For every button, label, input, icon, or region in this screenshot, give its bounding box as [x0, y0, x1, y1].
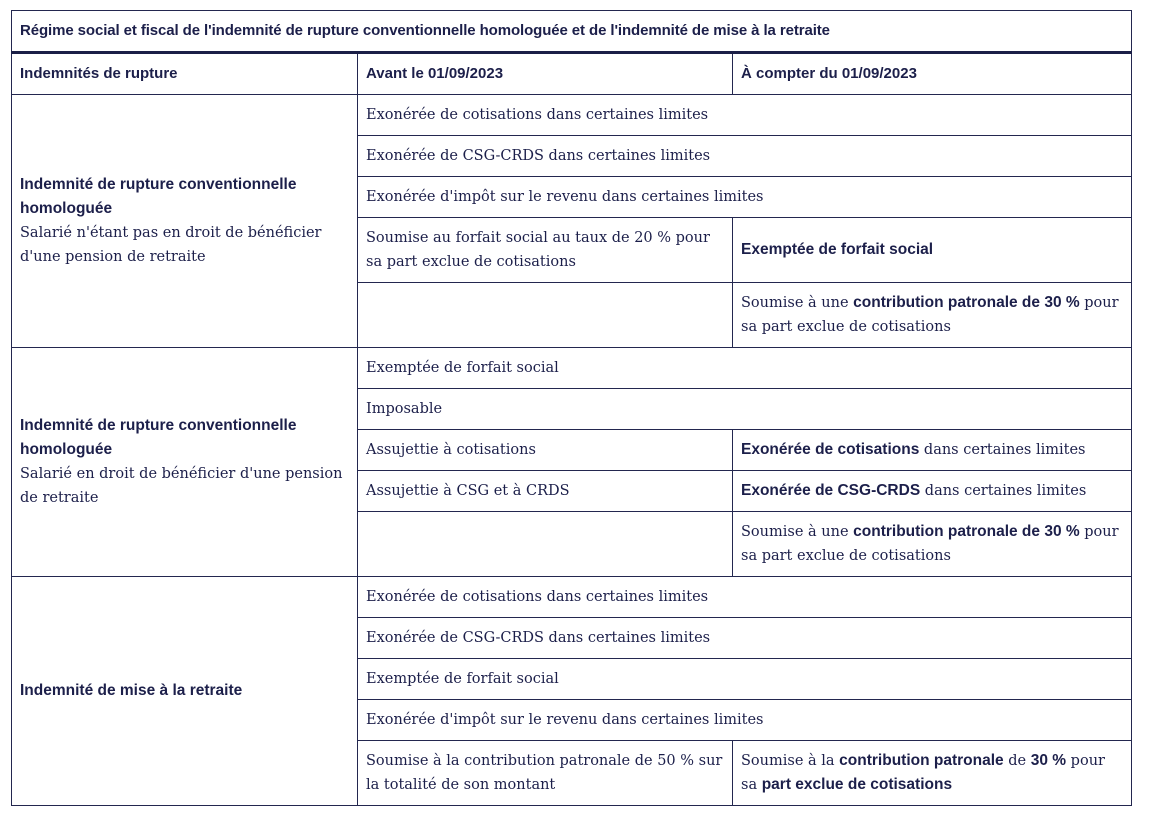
regime-table [11, 10, 1132, 806]
group1-row5-after [733, 283, 1132, 348]
group2-label [12, 348, 358, 577]
header-indemnites: Indemnités de rupture [12, 53, 358, 95]
group2-row5-bold: contribution patronale de 30 % [853, 523, 1080, 540]
header-avant: Avant le 01/09/2023 [358, 53, 733, 95]
group1-subtitle: Salarié n'étant pas en droit de bénéficier d'une pension de retraite [20, 225, 322, 265]
group1-row4-before: Soumise au forfait social au taux de 20 % pour sa part exclue de cotisations [358, 218, 733, 283]
group2-row5-before-empty [358, 512, 733, 577]
group2-row2: Imposable [358, 389, 1132, 430]
group2-row4-before: Assujettie à CSG et à CRDS [358, 471, 733, 512]
group3-row5-mid2: pour sa [741, 753, 1105, 793]
group2-subtitle: Salarié en droit de bénéficier d'une pension de retraite [20, 466, 343, 506]
group3-row5-mid1: de [1003, 753, 1031, 769]
group2-row3-after [733, 430, 1132, 471]
group1-row3: Exonérée d'impôt sur le revenu dans certaines limites [358, 177, 1132, 218]
group2-row3-post: dans certaines limites [919, 442, 1086, 458]
group1-row5-before-empty [358, 283, 733, 348]
group2-row3-bold: Exonérée de cotisations [741, 441, 920, 458]
group2-row5-pre: Soumise à une [741, 524, 854, 540]
group2-row4-bold: Exonérée de CSG-CRDS [741, 482, 921, 499]
group2-row5-after [733, 512, 1132, 577]
group1-row5-post: pour sa part exclue de cotisations [741, 295, 1119, 335]
header-a-compter: À compter du 01/09/2023 [733, 53, 1132, 95]
group3-row1: Exonérée de cotisations dans certaines limites [358, 577, 1132, 618]
group1-row5-bold: contribution patronale de 30 % [853, 294, 1080, 311]
group2-row5-post: pour sa part exclue de cotisations [741, 524, 1119, 564]
table-caption: Régime social et fiscal de l'indemnité de rupture conventionnelle homologuée et de l'indemnité de mise à la retraite [12, 11, 1132, 53]
group3-row2: Exonérée de CSG-CRDS dans certaines limites [358, 618, 1132, 659]
group3-row3: Exemptée de forfait social [358, 659, 1132, 700]
group2-row4-post: dans certaines limites [920, 483, 1087, 499]
group3-row5-bold3: part exclue de cotisations [761, 776, 953, 793]
group3-label [12, 577, 358, 806]
group1-row4-after [733, 218, 1132, 283]
group2-row4-after [733, 471, 1132, 512]
group1-row4-after-text: Exemptée de forfait social [741, 241, 934, 258]
group1-row1: Exonérée de cotisations dans certaines limites [358, 95, 1132, 136]
group3-row5-after [733, 741, 1132, 806]
group1-title: Indemnité de rupture conventionnelle homologuée [20, 176, 297, 217]
group1-row5-pre: Soumise à une [741, 295, 854, 311]
group2-row1: Exemptée de forfait social [358, 348, 1132, 389]
group3-row4: Exonérée d'impôt sur le revenu dans certaines limites [358, 700, 1132, 741]
group3-row5-bold1: contribution patronale [839, 752, 1004, 769]
group2-row3-before: Assujettie à cotisations [358, 430, 733, 471]
group1-label [12, 95, 358, 348]
group3-row5-pre: Soumise à la [741, 753, 840, 769]
group1-row2: Exonérée de CSG-CRDS dans certaines limites [358, 136, 1132, 177]
group3-row5-before: Soumise à la contribution patronale de 50 % sur la totalité de son montant [358, 741, 733, 806]
group3-row5-bold2: 30 % [1030, 752, 1067, 769]
group2-title: Indemnité de rupture conventionnelle homologuée [20, 417, 297, 458]
group3-title: Indemnité de mise à la retraite [20, 682, 243, 699]
